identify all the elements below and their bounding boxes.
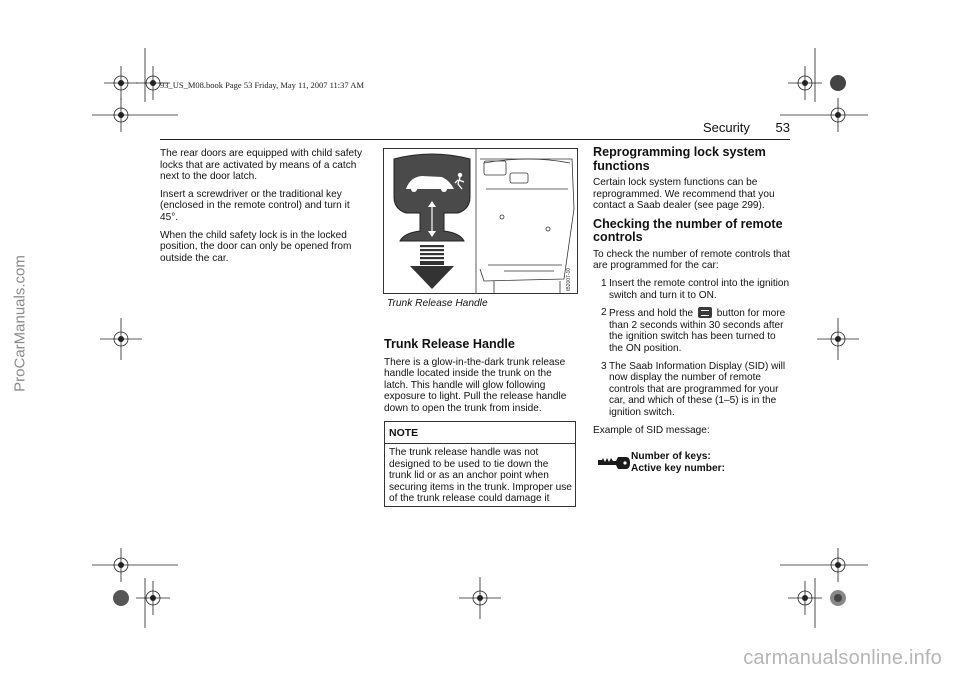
page-number: 53 (775, 120, 790, 135)
step-number: 1 (601, 277, 607, 289)
trunk-release-figure (383, 148, 578, 294)
lock-button-icon (698, 307, 712, 318)
note-divider (385, 443, 575, 444)
left-column (160, 148, 368, 270)
section-heading: Checking the number of remote controls (593, 216, 783, 245)
figure-caption: Trunk Release Handle (387, 298, 488, 309)
right-column (593, 146, 791, 442)
section-heading: Reprogramming lock system functions (593, 145, 766, 173)
note-title: NOTE (389, 427, 419, 439)
step-text: The Saab Information Display (SID) will now display the number of remote controls that are programmed for your car, and which of these (1–5) is in the ignition switch. (609, 360, 786, 418)
step-text-pre: Press and hold the (609, 308, 694, 320)
sid-message (631, 451, 725, 474)
step-text-post: button for more than 2 seconds within 30 seconds after the ignition switch has been turned to the ON position. (609, 308, 786, 354)
paragraph: The rear doors are equipped with child safety locks that are activated by means of a catch next to the door latch. (160, 148, 362, 183)
trunk-release-illustration (384, 149, 577, 293)
list-item (593, 307, 791, 354)
list-item (593, 361, 791, 419)
paragraph: When the child safety lock is in the locked position, the door can only be opened from outside the car. (160, 229, 352, 264)
step-number: 2 (601, 307, 607, 319)
book-header: 93_US_M08.book Page 53 Friday, May 11, 2007 11:37 AM (160, 80, 364, 90)
list-item (593, 278, 791, 301)
sid-line-active: Active key number: (631, 462, 725, 474)
figure-code: IB2007-10 (566, 267, 572, 291)
section-title: Security (702, 120, 750, 135)
sid-line-keys: Number of keys: (631, 451, 711, 462)
note-body: The trunk release handle was not designed to be used to tie down the trunk lid or as an anchor point when securing items in the trunk. Improper use of the trunk release could damage it (389, 447, 572, 505)
steps-list (593, 278, 791, 419)
note-box (384, 421, 576, 507)
paragraph: Example of SID message: (593, 424, 710, 436)
header-rule (160, 139, 790, 140)
paragraph: Insert a screwdriver or the traditional key (enclosed in the remote control) and turn it 45°. (160, 188, 350, 223)
footer-watermark: carmanualsonline.info (743, 647, 942, 669)
step-number: 3 (601, 360, 607, 372)
paragraph: Certain lock system functions can be reprogrammed. We recommend that you contact a Saab dealer (see page 299). (593, 177, 775, 212)
key-icon (596, 452, 632, 474)
running-head (640, 120, 790, 135)
paragraph: There is a glow-in-the-dark trunk release handle located inside the trunk on the latch. This handle will glow following exposure to light. Pull the release handle down to open the trunk from inside. (384, 356, 567, 414)
side-watermark: ProCarManuals.com (11, 255, 29, 392)
paragraph: To check the number of remote controls that are programmed for the car: (593, 248, 790, 272)
section-heading: Trunk Release Handle (384, 337, 515, 351)
middle-column (384, 338, 576, 420)
step-text: Insert the remote control into the ignition switch and turn it to ON. (609, 277, 790, 301)
